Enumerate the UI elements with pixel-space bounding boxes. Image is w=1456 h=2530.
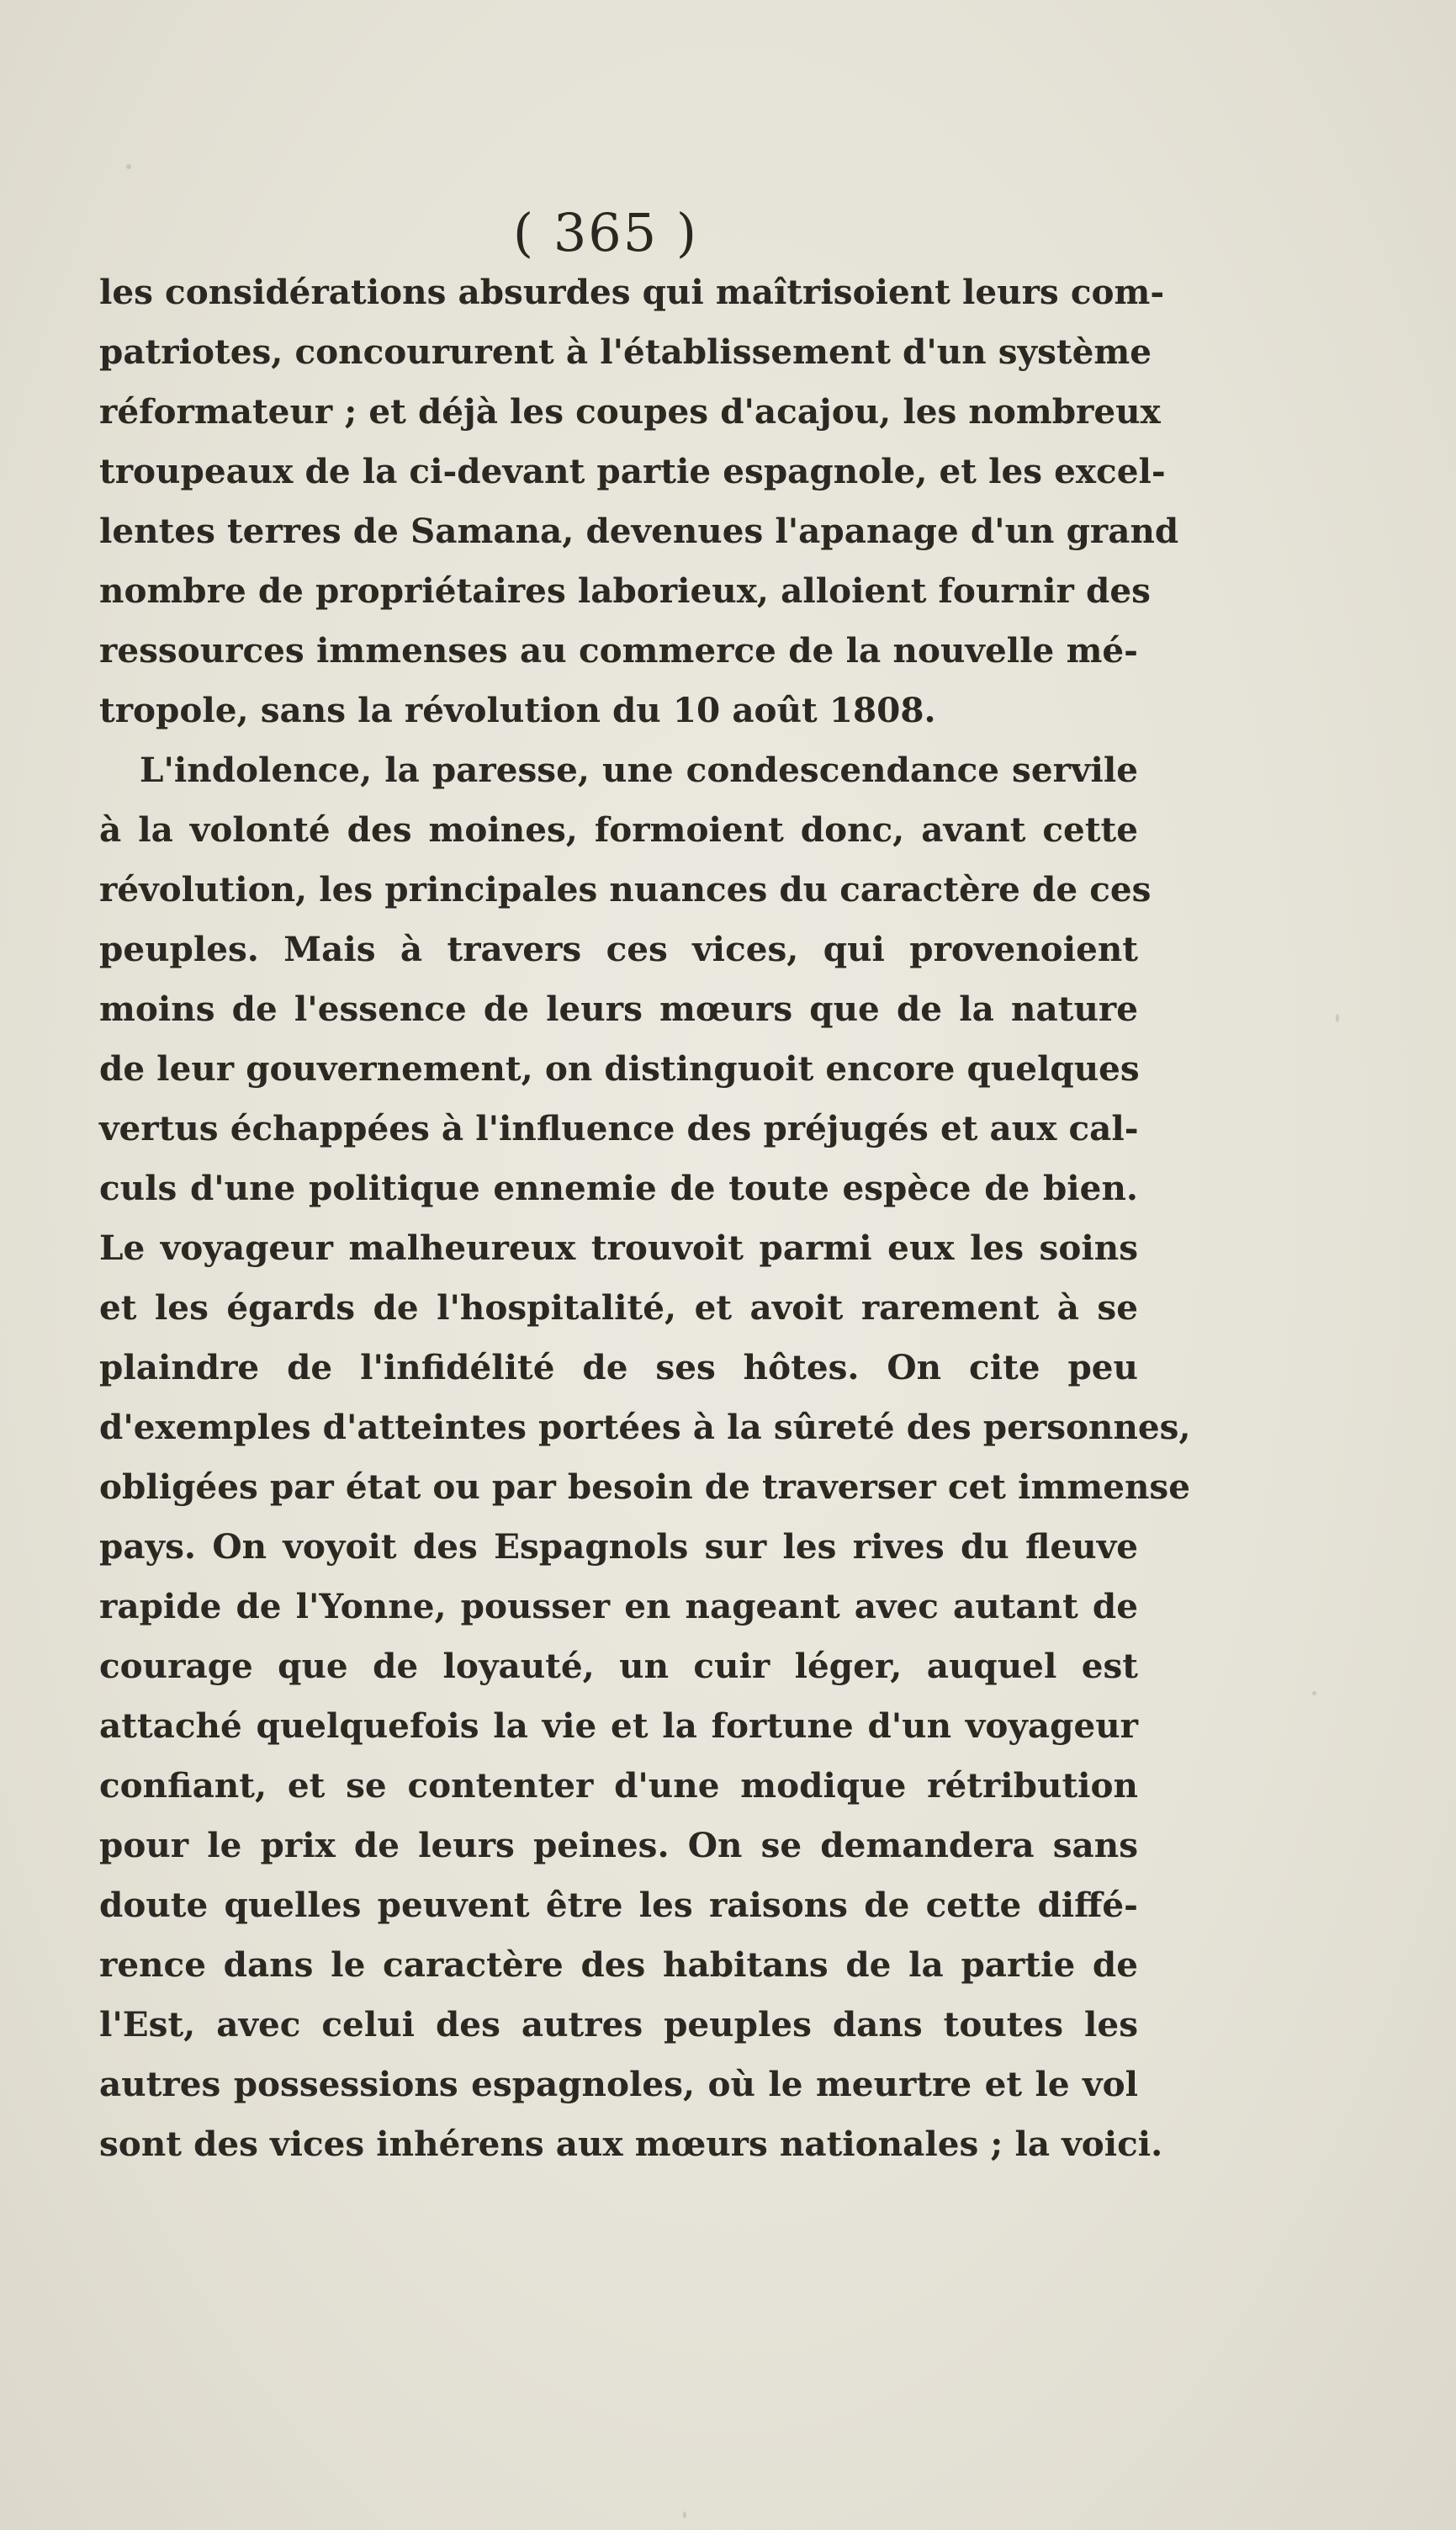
text-line: L'indolence, la paresse, une condescendance servile [140, 750, 1138, 790]
paper-speck [683, 2511, 686, 2518]
text-line: autres possessions espagnoles, où le meurtre et le vol [99, 2064, 1138, 2104]
text-line: nombre de propriétaires laborieux, alloient fournir des [99, 570, 1151, 611]
text-line: patriotes, concoururent à l'établissement d'un système [99, 331, 1152, 372]
text-line: troupeaux de la ci-devant partie espagnole, et les excel- [99, 451, 1166, 491]
text-line: pour le prix de leurs peines. On se demandera sans [99, 1825, 1138, 1865]
text-line: lentes terres de Samana, devenues l'apanage d'un grand [99, 511, 1179, 551]
page-number: ( 365 ) [512, 202, 699, 263]
text-line: attaché quelquefois la vie et la fortune d'un voyageur [99, 1705, 1138, 1746]
text-line: rapide de l'Yonne, pousser en nageant avec autant de [99, 1586, 1138, 1626]
text-line: doute quelles peuvent être les raisons de cette diffé- [99, 1885, 1138, 1925]
text-line: moins de l'essence de leurs mœurs que de la nature [99, 989, 1138, 1029]
text-line: Le voyageur malheureux trouvoit parmi eux les soins [99, 1228, 1138, 1268]
text-line: pays. On voyoit des Espagnols sur les rives du fleuve [99, 1526, 1138, 1567]
paper-speck [126, 164, 131, 169]
body-text [99, 263, 1191, 2174]
text-line: révolution, les principales nuances du caractère de ces [99, 869, 1152, 910]
text-line: vertus échappées à l'influence des préjugés et aux cal- [99, 1108, 1139, 1148]
text-line: les considérations absurdes qui maîtrisoient leurs com- [99, 272, 1165, 312]
paper-speck [1312, 1691, 1316, 1695]
text-line: d'exemples d'atteintes portées à la sûreté des personnes, [99, 1407, 1191, 1447]
text-line: culs d'une politique ennemie de toute espèce de bien. [99, 1168, 1138, 1208]
text-line: réformateur ; et déjà les coupes d'acajou, les nombreux [99, 391, 1161, 432]
text-line: ressources immenses au commerce de la nouvelle mé- [99, 630, 1138, 671]
text-line: et les égards de l'hospitalité, et avoit rarement à se [99, 1287, 1138, 1328]
text-line: courage que de loyauté, un cuir léger, auquel est [99, 1646, 1138, 1686]
text-line: sont des vices inhérens aux mœurs nationales ; la voici. [99, 2124, 1163, 2164]
text-line: de leur gouvernement, on distinguoit encore quelques [99, 1048, 1140, 1089]
text-line: confiant, et se contenter d'une modique rétribution [99, 1765, 1138, 1806]
text-line: plaindre de l'infidélité de ses hôtes. On cite peu [99, 1347, 1138, 1387]
text-line: à la volonté des moines, formoient donc, avant cette [99, 809, 1138, 850]
text-line: obligées par état ou par besoin de traverser cet immense [99, 1467, 1190, 1507]
text-line: tropole, sans la révolution du 10 août 1808. [99, 690, 936, 730]
text-line: l'Est, avec celui des autres peuples dans toutes les [99, 2004, 1138, 2045]
paper-speck [1336, 1014, 1339, 1022]
text-line: rence dans le caractère des habitans de la partie de [99, 1944, 1138, 1985]
text-line: peuples. Mais à travers ces vices, qui provenoient [99, 929, 1138, 969]
